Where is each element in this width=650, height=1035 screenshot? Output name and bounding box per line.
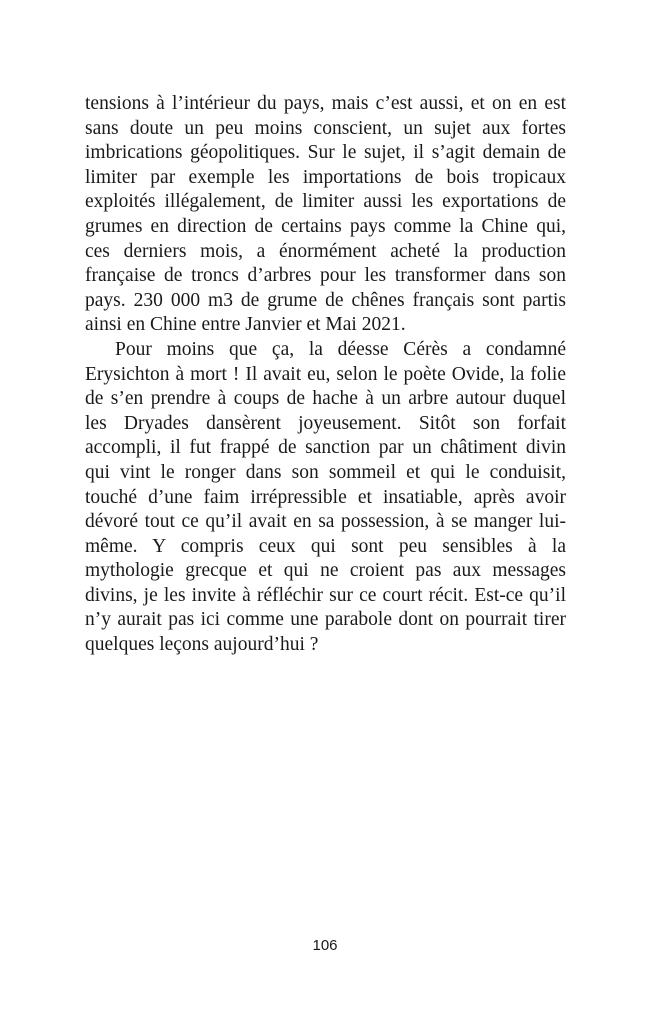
text-line: Pour moins que ça, la déesse Cérès a condamné	[115, 338, 566, 360]
text-line: pays. 230 000 m3 de grume de chênes français sont partis	[85, 289, 566, 311]
text-line: n’y aurait pas ici comme une parabole dont on pourrait tirer	[85, 609, 566, 631]
text-line: mythologie grecque et qui ne croient pas aux messages	[85, 560, 566, 582]
text-line: exploités illégalement, de limiter aussi les exportations de	[85, 191, 566, 213]
paragraph-1	[85, 92, 566, 338]
text-line: accompli, il fut frappé de sanction par un châtiment divin	[85, 437, 566, 459]
text-line: tensions à l’intérieur du pays, mais c’est aussi, et on en est	[85, 93, 566, 114]
text-line: française de troncs d’arbres pour les transformer dans son	[85, 265, 566, 287]
text-line: les Dryades dansèrent joyeusement. Sitôt son forfait	[85, 412, 566, 434]
paragraph-2	[85, 338, 566, 658]
text-line: touché d’une faim irrépressible et insatiable, après avoir	[85, 486, 566, 508]
text-line: divins, je les invite à réfléchir sur ce court récit. Est-ce qu’il	[85, 584, 566, 606]
text-line: ces derniers mois, a énormément acheté la production	[85, 240, 566, 262]
text-line: quelques leçons aujourd’hui ?	[85, 634, 319, 656]
text-line: Erysichton à mort ! Il avait eu, selon le poète Ovide, la folie	[85, 363, 566, 385]
text-line: dévoré tout ce qu’il avait en sa possession, à se manger lui-	[85, 511, 566, 533]
body-text	[85, 92, 566, 658]
text-line: ainsi en Chine entre Janvier et Mai 2021.	[85, 314, 406, 336]
text-line: même. Y compris ceux qui sont peu sensibles à la	[85, 535, 566, 557]
text-line: de s’en prendre à coups de hache à un arbre autour duquel	[85, 388, 566, 410]
text-line: sans doute un peu moins conscient, un sujet aux fortes	[85, 117, 566, 139]
text-line: limiter par exemple les importations de bois tropicaux	[85, 166, 566, 188]
text-line: qui vint le ronger dans son sommeil et qui le conduisit,	[85, 461, 566, 483]
text-line: grumes en direction de certains pays comme la Chine qui,	[85, 215, 566, 237]
page-number: 106	[312, 937, 338, 954]
text-line: imbrications géopolitiques. Sur le sujet, il s’agit demain de	[85, 142, 566, 164]
